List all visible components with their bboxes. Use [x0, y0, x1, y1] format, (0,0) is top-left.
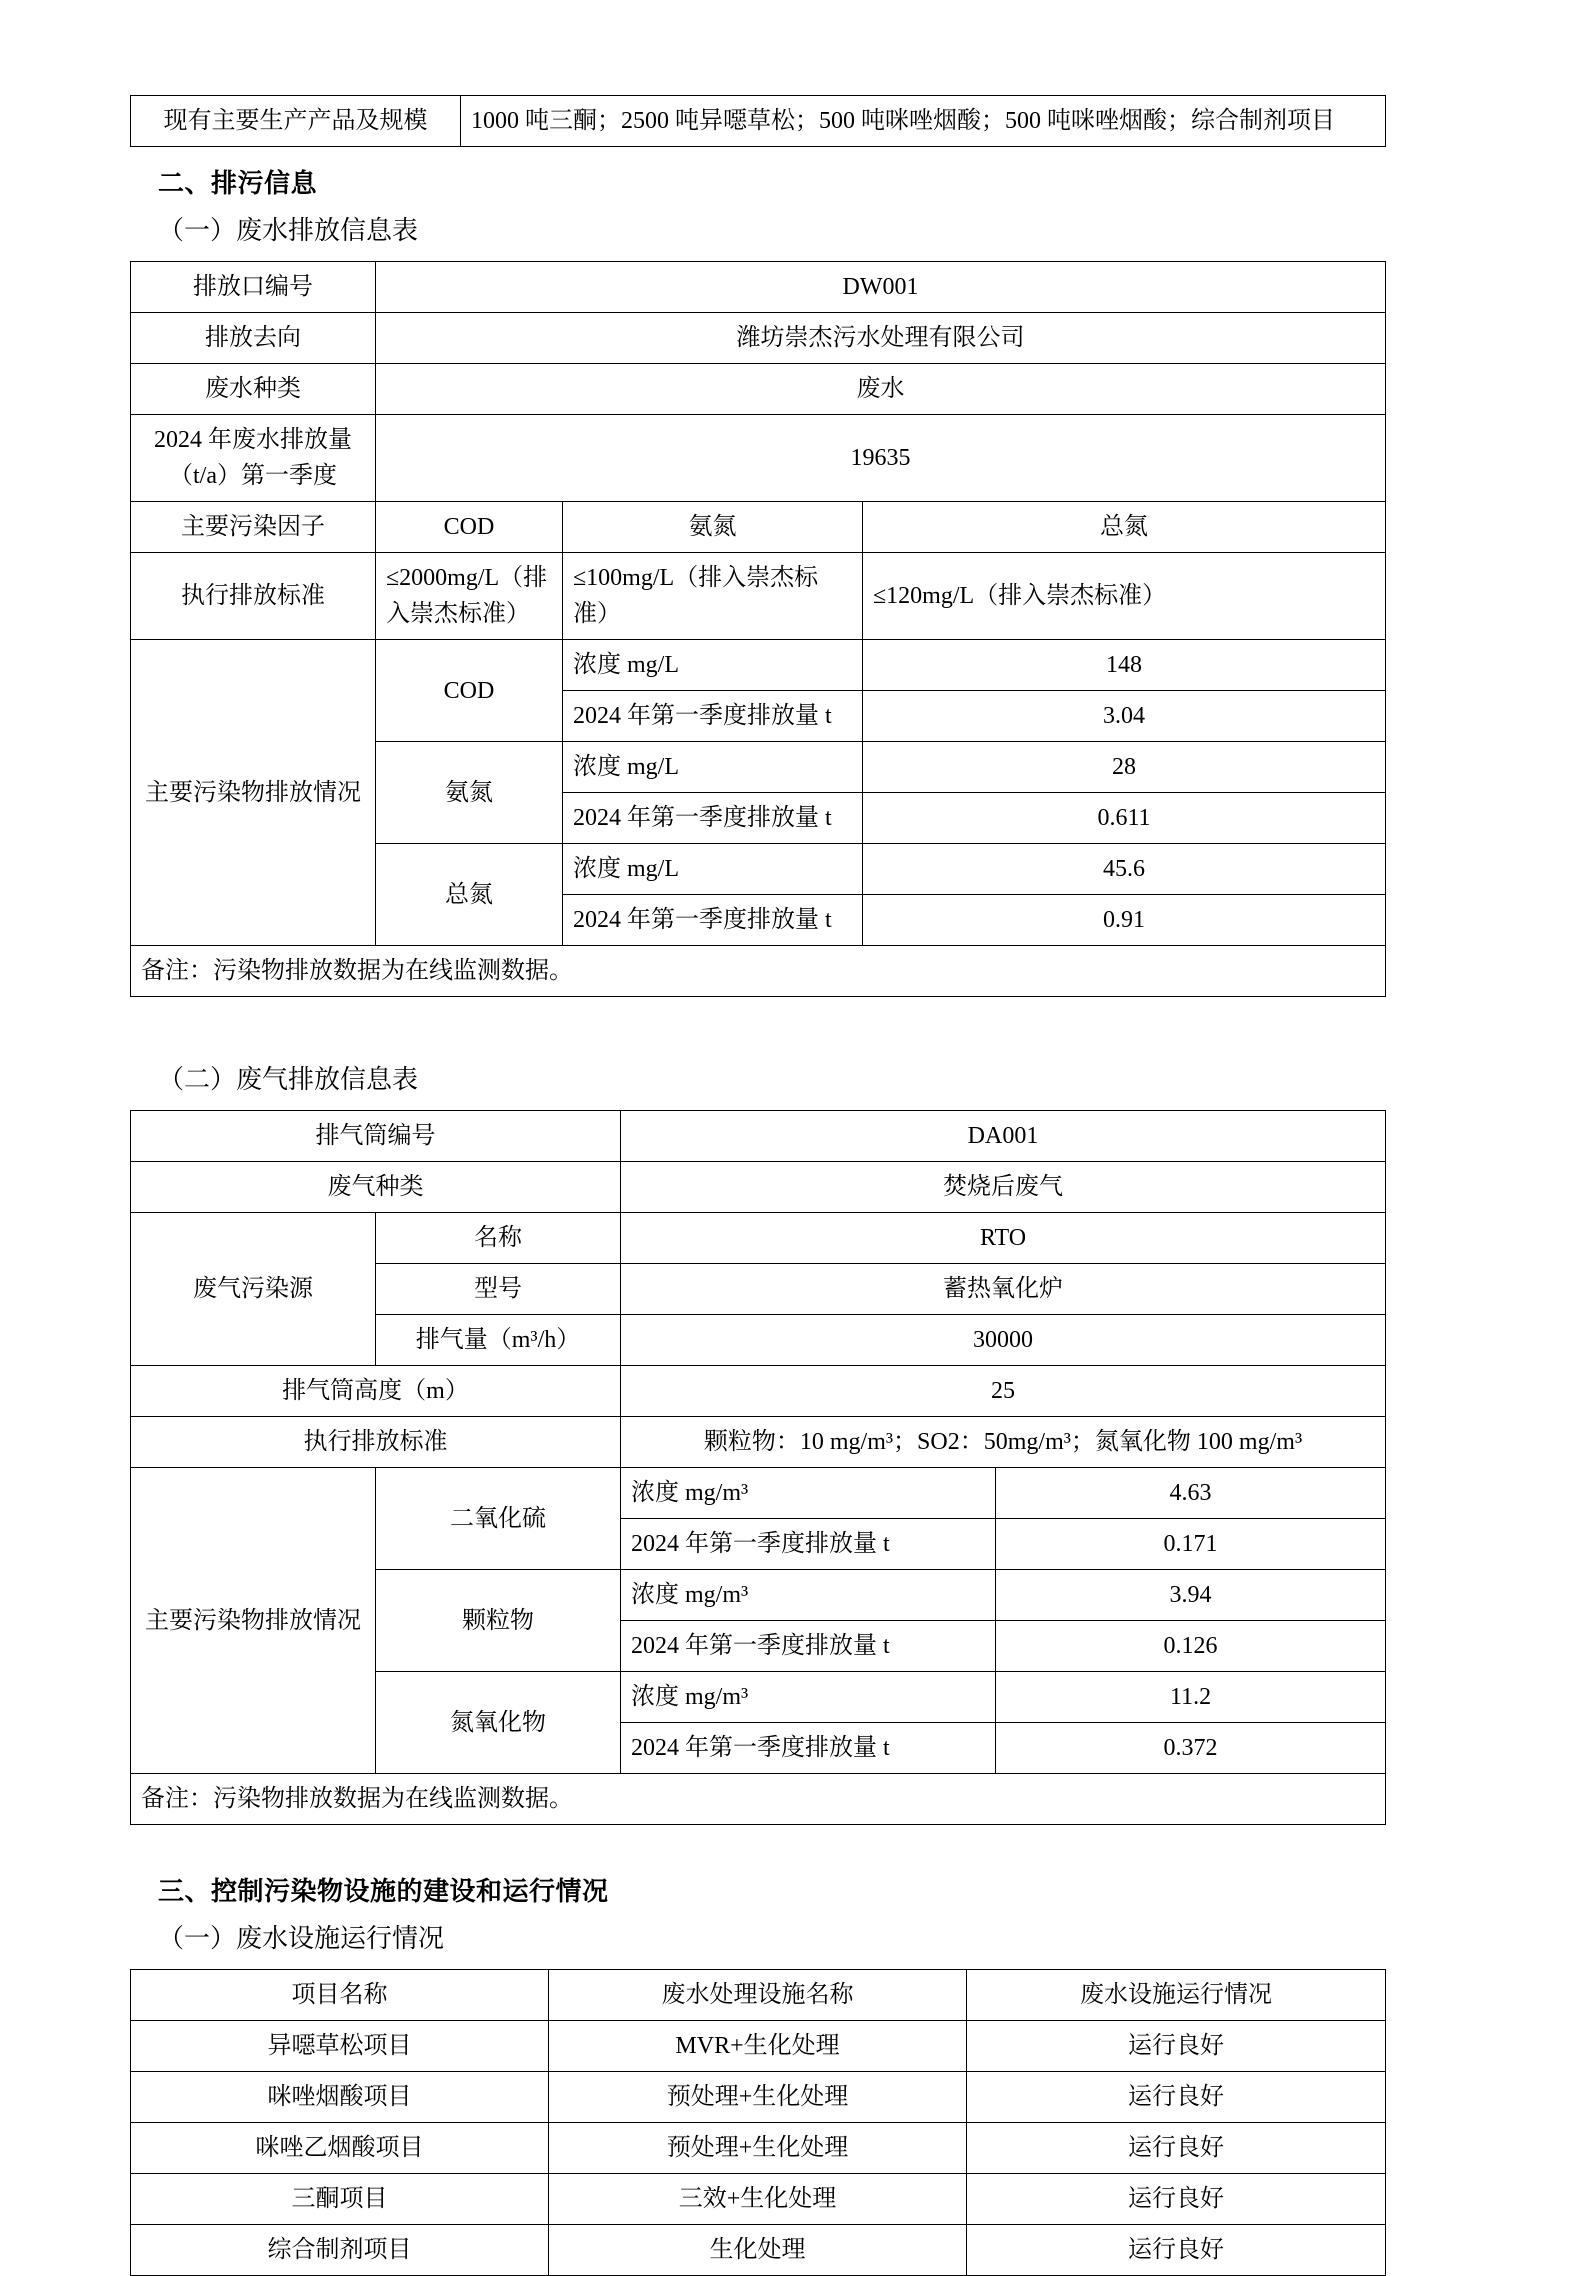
- facility-project-name: 异噁草松项目: [131, 2021, 549, 2072]
- facility-header-name: 废水处理设施名称: [549, 1970, 967, 2021]
- discharge-amount-value: 0.126: [996, 1621, 1386, 1672]
- production-scale-label: 现有主要生产产品及规模: [131, 96, 461, 147]
- wastegas-source-name-value: RTO: [621, 1213, 1386, 1264]
- facility-header-status: 废水设施运行情况: [967, 1970, 1386, 2021]
- discharge-concentration-value: 45.6: [863, 844, 1386, 895]
- table-row: [131, 96, 1386, 147]
- table-row: [131, 946, 1386, 997]
- wastegas-standard-label: 执行排放标准: [131, 1417, 621, 1468]
- discharge-concentration-label: 浓度 mg/L: [563, 844, 863, 895]
- discharge-amount-label: 2024 年第一季度排放量 t: [621, 1723, 996, 1774]
- wastegas-flow-value: 30000: [621, 1315, 1386, 1366]
- discharge-pollutant-name: 氨氮: [376, 742, 563, 844]
- section-two-heading: 二、排污信息: [158, 169, 318, 198]
- facility-treatment-name: 三效+生化处理: [549, 2174, 967, 2225]
- table-row: [131, 1417, 1386, 1468]
- table-row: [131, 502, 1386, 553]
- discharge-concentration-value: 148: [863, 640, 1386, 691]
- pollutant-factor-ammonia: 氨氮: [563, 502, 863, 553]
- facility-status: 运行良好: [967, 2225, 1386, 2276]
- discharge-amount-value: 0.171: [996, 1519, 1386, 1570]
- wastewater-volume-value: 19635: [376, 415, 1386, 502]
- pollutant-factor-total-nitrogen: 总氮: [863, 502, 1386, 553]
- table-row: [131, 2123, 1386, 2174]
- wastewater-type-value: 废水: [376, 364, 1386, 415]
- wastewater-remark: 备注：污染物排放数据为在线监测数据。: [131, 946, 1386, 997]
- facility-treatment-name: 预处理+生化处理: [549, 2072, 967, 2123]
- facility-project-name: 综合制剂项目: [131, 2225, 549, 2276]
- table-row: [131, 1774, 1386, 1825]
- production-scale-table: [130, 95, 1386, 147]
- production-scale-value: 1000 吨三酮；2500 吨异噁草松；500 吨咪唑烟酸；500 吨咪唑烟酸；综合制剂项目: [461, 96, 1386, 147]
- wastegas-source-label: 废气污染源: [131, 1213, 376, 1366]
- table-row: [131, 2225, 1386, 2276]
- discharge-pollutant-name: 颗粒物: [376, 1570, 621, 1672]
- discharge-concentration-label: 浓度 mg/L: [563, 640, 863, 691]
- wastegas-source-model-label: 型号: [376, 1264, 621, 1315]
- wastegas-discharge-table: [130, 1110, 1386, 1825]
- wastegas-source-model-value: 蓄热氧化炉: [621, 1264, 1386, 1315]
- discharge-concentration-label: 浓度 mg/m³: [621, 1468, 996, 1519]
- facility-header-project: 项目名称: [131, 1970, 549, 2021]
- table-row: [131, 313, 1386, 364]
- table-row: [131, 2021, 1386, 2072]
- facility-project-name: 咪唑乙烟酸项目: [131, 2123, 549, 2174]
- table-header-row: [131, 1970, 1386, 2021]
- table-row: [131, 2174, 1386, 2225]
- facility-project-name: 三酮项目: [131, 2174, 549, 2225]
- stack-height-value: 25: [621, 1366, 1386, 1417]
- wastewater-facility-table: [130, 1969, 1386, 2276]
- discharge-concentration-label: 浓度 mg/m³: [621, 1570, 996, 1621]
- table-row: [131, 640, 1386, 691]
- stack-number-label: 排气筒编号: [131, 1111, 621, 1162]
- emission-standard-label: 执行排放标准: [131, 553, 376, 640]
- table-row: [131, 1111, 1386, 1162]
- table-row: [131, 1213, 1386, 1264]
- outlet-number-value: DW001: [376, 262, 1386, 313]
- emission-standard-cod: ≤2000mg/L（排入崇杰标准）: [376, 553, 563, 640]
- wastegas-source-name-label: 名称: [376, 1213, 621, 1264]
- wastewater-volume-label-line1: 2024 年废水排放量: [154, 427, 352, 453]
- table-row: [131, 262, 1386, 313]
- emission-standard-ammonia: ≤100mg/L（排入崇杰标准）: [563, 553, 863, 640]
- table-row: [131, 1162, 1386, 1213]
- main-pollutant-discharge-label: 主要污染物排放情况: [131, 640, 376, 946]
- wastewater-volume-label-line2: （t/a）第一季度: [169, 463, 337, 489]
- discharge-amount-label: 2024 年第一季度排放量 t: [563, 691, 863, 742]
- wastewater-type-label: 废水种类: [131, 364, 376, 415]
- discharge-amount-label: 2024 年第一季度排放量 t: [563, 895, 863, 946]
- stack-height-label: 排气筒高度（m）: [131, 1366, 621, 1417]
- facility-status: 运行良好: [967, 2072, 1386, 2123]
- pollutant-factor-cod: COD: [376, 502, 563, 553]
- wastewater-volume-label: [131, 415, 376, 502]
- discharge-pollutant-name: 总氮: [376, 844, 563, 946]
- table-row: [131, 553, 1386, 640]
- discharge-concentration-value: 3.94: [996, 1570, 1386, 1621]
- table-row: [131, 2072, 1386, 2123]
- facility-treatment-name: MVR+生化处理: [549, 2021, 967, 2072]
- facility-project-name: 咪唑烟酸项目: [131, 2072, 549, 2123]
- section-two-sub-two-heading: （二）废气排放信息表: [158, 1065, 419, 1094]
- discharge-pollutant-name: 二氧化硫: [376, 1468, 621, 1570]
- table-row: [131, 1468, 1386, 1519]
- discharge-amount-label: 2024 年第一季度排放量 t: [621, 1621, 996, 1672]
- table-row: [131, 364, 1386, 415]
- discharge-concentration-value: 4.63: [996, 1468, 1386, 1519]
- discharge-concentration-label: 浓度 mg/L: [563, 742, 863, 793]
- wastewater-discharge-table: [130, 261, 1386, 997]
- discharge-amount-label: 2024 年第一季度排放量 t: [621, 1519, 996, 1570]
- section-three-sub-one-heading: （一）废水设施运行情况: [158, 1924, 445, 1953]
- facility-treatment-name: 生化处理: [549, 2225, 967, 2276]
- facility-treatment-name: 预处理+生化处理: [549, 2123, 967, 2174]
- table-row: [131, 415, 1386, 502]
- discharge-amount-value: 0.372: [996, 1723, 1386, 1774]
- discharge-pollutant-name: 氮氧化物: [376, 1672, 621, 1774]
- facility-status: 运行良好: [967, 2174, 1386, 2225]
- facility-status: 运行良好: [967, 2123, 1386, 2174]
- spacer: [130, 997, 1457, 1049]
- discharge-concentration-label: 浓度 mg/m³: [621, 1672, 996, 1723]
- spacer: [130, 1825, 1457, 1855]
- discharge-amount-value: 3.04: [863, 691, 1386, 742]
- discharge-amount-value: 0.91: [863, 895, 1386, 946]
- wastegas-type-value: 焚烧后废气: [621, 1162, 1386, 1213]
- wastegas-main-pollutant-discharge-label: 主要污染物排放情况: [131, 1468, 376, 1774]
- discharge-concentration-value: 11.2: [996, 1672, 1386, 1723]
- stack-number-value: DA001: [621, 1111, 1386, 1162]
- section-two-sub-one-heading: （一）废水排放信息表: [158, 216, 419, 245]
- discharge-direction-value: 潍坊崇杰污水处理有限公司: [376, 313, 1386, 364]
- emission-standard-total-nitrogen: ≤120mg/L（排入崇杰标准）: [863, 553, 1386, 640]
- discharge-direction-label: 排放去向: [131, 313, 376, 364]
- table-row: [131, 1366, 1386, 1417]
- outlet-number-label: 排放口编号: [131, 262, 376, 313]
- section-three-heading: 三、控制污染物设施的建设和运行情况: [158, 1877, 609, 1906]
- discharge-concentration-value: 28: [863, 742, 1386, 793]
- discharge-amount-value: 0.611: [863, 793, 1386, 844]
- wastegas-standard-value: 颗粒物：10 mg/m³；SO2：50mg/m³；氮氧化物 100 mg/m³: [621, 1417, 1386, 1468]
- pollutant-factors-label: 主要污染因子: [131, 502, 376, 553]
- wastegas-remark: 备注：污染物排放数据为在线监测数据。: [131, 1774, 1386, 1825]
- wastegas-flow-label: 排气量（m³/h）: [376, 1315, 621, 1366]
- discharge-pollutant-name: COD: [376, 640, 563, 742]
- wastegas-type-label: 废气种类: [131, 1162, 621, 1213]
- discharge-amount-label: 2024 年第一季度排放量 t: [563, 793, 863, 844]
- facility-status: 运行良好: [967, 2021, 1386, 2072]
